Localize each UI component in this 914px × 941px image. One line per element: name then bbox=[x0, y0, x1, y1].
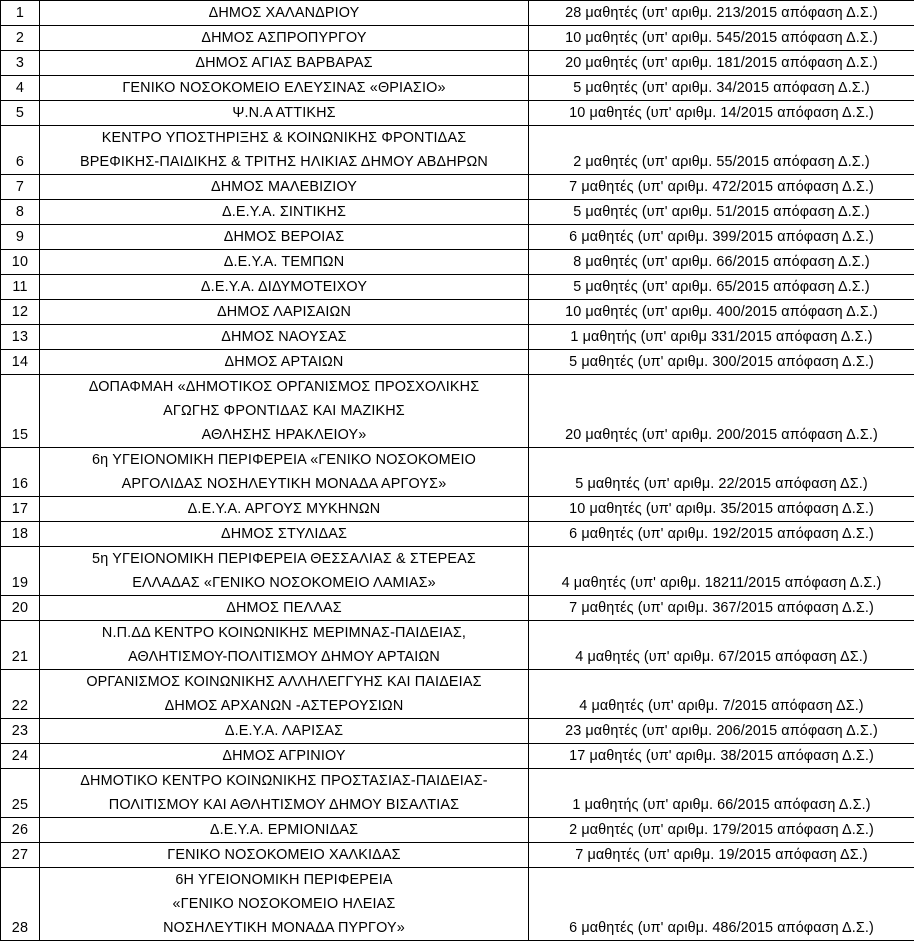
table-row bbox=[1, 51, 914, 76]
organisation-line: Δ.Ε.Υ.Α. ΛΑΡΙΣΑΣ bbox=[40, 719, 528, 743]
organisation-line: ΚΕΝΤΡΟ ΥΠΟΣΤΗΡΙΞΗΣ & ΚΟΙΝΩΝΙΚΗΣ ΦΡΟΝΤΙΔΑΣ bbox=[40, 126, 528, 150]
organisation-cell bbox=[40, 375, 529, 448]
row-index-cell: 14 bbox=[1, 350, 40, 375]
organisation-line: ΔΗΜΟΣ ΣΤΥΛΙΔΑΣ bbox=[40, 522, 528, 546]
decision-cell: 10 μαθητές (υπ' αριθμ. 545/2015 απόφαση Δ.Σ.) bbox=[529, 26, 914, 51]
organisation-line: ΔΗΜΟΣ ΜΑΛΕΒΙΖΙΟΥ bbox=[40, 175, 528, 199]
organisation-line: Ν.Π.ΔΔ ΚΕΝΤΡΟ ΚΟΙΝΩΝΙΚΗΣ ΜΕΡΙΜΝΑΣ-ΠΑΙΔΕΙΑΣ, bbox=[40, 621, 528, 645]
table-row bbox=[1, 250, 914, 275]
organisation-line: Ψ.Ν.Α ΑΤΤΙΚΗΣ bbox=[40, 101, 528, 125]
organisation-cell bbox=[40, 76, 529, 101]
organisation-line: «ΓΕΝΙΚΟ ΝΟΣΟΚΟΜΕΙΟ ΗΛΕΙΑΣ bbox=[40, 892, 528, 916]
organisation-cell bbox=[40, 547, 529, 596]
organisation-lines bbox=[40, 843, 528, 867]
organisation-line: ΓΕΝΙΚΟ ΝΟΣΟΚΟΜΕΙΟ ΧΑΛΚΙΔΑΣ bbox=[40, 843, 528, 867]
organisation-cell bbox=[40, 350, 529, 375]
row-index-cell: 16 bbox=[1, 448, 40, 497]
decision-cell: 6 μαθητές (υπ' αριθμ. 486/2015 απόφαση Δ.Σ.) bbox=[529, 868, 914, 941]
organisation-lines bbox=[40, 596, 528, 620]
organisation-cell bbox=[40, 769, 529, 818]
table-row bbox=[1, 497, 914, 522]
organisation-line: Δ.Ε.Υ.Α. ΔΙΔΥΜΟΤΕΙΧΟΥ bbox=[40, 275, 528, 299]
decision-cell: 6 μαθητές (υπ' αριθμ. 192/2015 απόφαση Δ.Σ.) bbox=[529, 522, 914, 547]
row-index-cell: 4 bbox=[1, 76, 40, 101]
organisation-cell bbox=[40, 719, 529, 744]
table-row bbox=[1, 350, 914, 375]
organisation-line: 5η ΥΓΕΙΟΝΟΜΙΚΗ ΠΕΡΙΦΕΡΕΙΑ ΘΕΣΣΑΛΙΑΣ & ΣΤΕΡΕΑΣ bbox=[40, 547, 528, 571]
organisation-lines bbox=[40, 670, 528, 718]
table-row bbox=[1, 818, 914, 843]
decision-cell: 1 μαθητής (υπ' αριθμ. 66/2015 απόφαση Δ.Σ.) bbox=[529, 769, 914, 818]
organisation-line: ΔΗΜΟΣ ΑΣΠΡΟΠΥΡΓΟΥ bbox=[40, 26, 528, 50]
table-row bbox=[1, 448, 914, 497]
decision-cell: 5 μαθητές (υπ' αριθμ. 65/2015 απόφαση Δ.Σ.) bbox=[529, 275, 914, 300]
organisation-line: 6η ΥΓΕΙΟΝΟΜΙΚΗ ΠΕΡΙΦΕΡΕΙΑ «ΓΕΝΙΚΟ ΝΟΣΟΚΟΜΕΙΟ bbox=[40, 448, 528, 472]
organisation-cell bbox=[40, 200, 529, 225]
organisation-line: ΔΗΜΟΣ ΠΕΛΛΑΣ bbox=[40, 596, 528, 620]
row-index-cell: 8 bbox=[1, 200, 40, 225]
organisation-cell bbox=[40, 843, 529, 868]
organisation-cell bbox=[40, 51, 529, 76]
decision-cell: 1 μαθητής (υπ' αριθμ 331/2015 απόφαση Δ.Σ.) bbox=[529, 325, 914, 350]
organisation-cell bbox=[40, 101, 529, 126]
organisation-line: ΕΛΛΑΔΑΣ «ΓΕΝΙΚΟ ΝΟΣΟΚΟΜΕΙΟ ΛΑΜΙΑΣ» bbox=[40, 571, 528, 595]
organisation-lines bbox=[40, 818, 528, 842]
organisation-lines bbox=[40, 868, 528, 940]
organisation-line: ΔΗΜΟΣ ΑΓΙΑΣ ΒΑΡΒΑΡΑΣ bbox=[40, 51, 528, 75]
table-row bbox=[1, 101, 914, 126]
decision-cell: 10 μαθητές (υπ' αριθμ. 14/2015 απόφαση Δ.Σ.) bbox=[529, 101, 914, 126]
decision-cell: 2 μαθητές (υπ' αριθμ. 55/2015 απόφαση Δ.Σ.) bbox=[529, 126, 914, 175]
organisation-cell bbox=[40, 621, 529, 670]
organisation-lines bbox=[40, 250, 528, 274]
organisation-line: ΑΘΛΗΣΗΣ ΗΡΑΚΛΕΙΟΥ» bbox=[40, 423, 528, 447]
decision-cell: 4 μαθητές (υπ' αριθμ. 67/2015 απόφαση ΔΣ.) bbox=[529, 621, 914, 670]
row-index-cell: 19 bbox=[1, 547, 40, 596]
organisation-lines bbox=[40, 51, 528, 75]
row-index-cell: 18 bbox=[1, 522, 40, 547]
organisation-cell bbox=[40, 26, 529, 51]
row-index-cell: 20 bbox=[1, 596, 40, 621]
organisation-line: Δ.Ε.Υ.Α. ΕΡΜΙΟΝΙΔΑΣ bbox=[40, 818, 528, 842]
row-index-cell: 26 bbox=[1, 818, 40, 843]
decision-cell: 7 μαθητές (υπ' αριθμ. 19/2015 απόφαση ΔΣ.) bbox=[529, 843, 914, 868]
organisation-cell bbox=[40, 818, 529, 843]
row-index-cell: 21 bbox=[1, 621, 40, 670]
row-index-cell: 3 bbox=[1, 51, 40, 76]
decision-cell: 8 μαθητές (υπ' αριθμ. 66/2015 απόφαση Δ.Σ.) bbox=[529, 250, 914, 275]
row-index-cell: 24 bbox=[1, 744, 40, 769]
organisation-cell bbox=[40, 126, 529, 175]
organisation-line: Δ.Ε.Υ.Α. ΤΕΜΠΩΝ bbox=[40, 250, 528, 274]
organisation-cell bbox=[40, 497, 529, 522]
row-index-cell: 13 bbox=[1, 325, 40, 350]
row-index-cell: 17 bbox=[1, 497, 40, 522]
organisation-line: ΔΗΜΟΣ ΑΡΧΑΝΩΝ -ΑΣΤΕΡΟΥΣΙΩΝ bbox=[40, 694, 528, 718]
organisation-line: ΑΓΩΓΗΣ ΦΡΟΝΤΙΔΑΣ ΚΑΙ ΜΑΖΙΚΗΣ bbox=[40, 399, 528, 423]
row-index-cell: 12 bbox=[1, 300, 40, 325]
organisation-lines bbox=[40, 175, 528, 199]
table-row bbox=[1, 26, 914, 51]
organisation-cell bbox=[40, 744, 529, 769]
decision-cell: 23 μαθητές (υπ' αριθμ. 206/2015 απόφαση Δ.Σ.) bbox=[529, 719, 914, 744]
organisation-lines bbox=[40, 101, 528, 125]
table-row bbox=[1, 300, 914, 325]
organisation-lines bbox=[40, 126, 528, 174]
organisation-cell bbox=[40, 275, 529, 300]
organisation-lines bbox=[40, 719, 528, 743]
decision-cell: 7 μαθητές (υπ' αριθμ. 472/2015 απόφαση Δ.Σ.) bbox=[529, 175, 914, 200]
organisation-cell bbox=[40, 250, 529, 275]
table-row bbox=[1, 843, 914, 868]
organisation-cell bbox=[40, 300, 529, 325]
decision-cell: 6 μαθητές (υπ' αριθμ. 399/2015 απόφαση Δ.Σ.) bbox=[529, 225, 914, 250]
organisation-lines bbox=[40, 769, 528, 817]
organisation-lines bbox=[40, 497, 528, 521]
organisation-cell bbox=[40, 1, 529, 26]
decision-cell: 20 μαθητές (υπ' αριθμ. 200/2015 απόφαση Δ.Σ.) bbox=[529, 375, 914, 448]
organisation-lines bbox=[40, 522, 528, 546]
decision-cell: 4 μαθητές (υπ' αριθμ. 7/2015 απόφαση ΔΣ.) bbox=[529, 670, 914, 719]
organisation-lines bbox=[40, 1, 528, 25]
table-row bbox=[1, 744, 914, 769]
organisation-line: Δ.Ε.Υ.Α. ΣΙΝΤΙΚΗΣ bbox=[40, 200, 528, 224]
table-row bbox=[1, 769, 914, 818]
table-row bbox=[1, 375, 914, 448]
organisation-line: ΒΡΕΦΙΚΗΣ-ΠΑΙΔΙΚΗΣ & ΤΡΙΤΗΣ ΗΛΙΚΙΑΣ ΔΗΜΟΥ ΑΒΔΗΡΩΝ bbox=[40, 150, 528, 174]
decision-cell: 2 μαθητές (υπ' αριθμ. 179/2015 απόφαση Δ.Σ.) bbox=[529, 818, 914, 843]
row-index-cell: 9 bbox=[1, 225, 40, 250]
decision-cell: 5 μαθητές (υπ' αριθμ. 22/2015 απόφαση ΔΣ.) bbox=[529, 448, 914, 497]
table-row bbox=[1, 596, 914, 621]
organisation-line: ΔΗΜΟΣ ΧΑΛΑΝΔΡΙΟΥ bbox=[40, 1, 528, 25]
organisation-lines bbox=[40, 744, 528, 768]
row-index-cell: 1 bbox=[1, 1, 40, 26]
organisation-line: ΔΗΜΟΣ ΝΑΟΥΣΑΣ bbox=[40, 325, 528, 349]
organisation-cell bbox=[40, 175, 529, 200]
table-row bbox=[1, 868, 914, 941]
organisation-cell bbox=[40, 448, 529, 497]
row-index-cell: 11 bbox=[1, 275, 40, 300]
organisation-lines bbox=[40, 448, 528, 496]
organisation-line: ΔΗΜΟΣ ΑΡΤΑΙΩΝ bbox=[40, 350, 528, 374]
row-index-cell: 5 bbox=[1, 101, 40, 126]
table-row bbox=[1, 225, 914, 250]
organisation-cell bbox=[40, 522, 529, 547]
table-row bbox=[1, 621, 914, 670]
row-index-cell: 25 bbox=[1, 769, 40, 818]
row-index-cell: 22 bbox=[1, 670, 40, 719]
decision-cell: 5 μαθητές (υπ' αριθμ. 51/2015 απόφαση Δ.Σ.) bbox=[529, 200, 914, 225]
organisation-line: ΔΗΜΟΣ ΛΑΡΙΣΑΙΩΝ bbox=[40, 300, 528, 324]
organisation-lines bbox=[40, 200, 528, 224]
organisation-lines bbox=[40, 275, 528, 299]
organisation-line: ΑΡΓΟΛΙΔΑΣ ΝΟΣΗΛΕΥΤΙΚΗ ΜΟΝΑΔΑ ΑΡΓΟΥΣ» bbox=[40, 472, 528, 496]
decision-cell: 20 μαθητές (υπ' αριθμ. 181/2015 απόφαση Δ.Σ.) bbox=[529, 51, 914, 76]
organisation-line: ΔΗΜΟΣ ΒΕΡΟΙΑΣ bbox=[40, 225, 528, 249]
row-index-cell: 15 bbox=[1, 375, 40, 448]
organisation-cell bbox=[40, 325, 529, 350]
organisation-cell bbox=[40, 670, 529, 719]
table-row bbox=[1, 522, 914, 547]
row-index-cell: 28 bbox=[1, 868, 40, 941]
decision-cell: 28 μαθητές (υπ' αριθμ. 213/2015 απόφαση Δ.Σ.) bbox=[529, 1, 914, 26]
organisation-lines bbox=[40, 26, 528, 50]
organisation-line: 6Η ΥΓΕΙΟΝΟΜΙΚΗ ΠΕΡΙΦΕΡΕΙΑ bbox=[40, 868, 528, 892]
row-index-cell: 27 bbox=[1, 843, 40, 868]
decision-cell: 10 μαθητές (υπ' αριθμ. 35/2015 απόφαση Δ.Σ.) bbox=[529, 497, 914, 522]
row-index-cell: 2 bbox=[1, 26, 40, 51]
row-index-cell: 7 bbox=[1, 175, 40, 200]
row-index-cell: 6 bbox=[1, 126, 40, 175]
organisation-cell bbox=[40, 868, 529, 941]
row-index-cell: 10 bbox=[1, 250, 40, 275]
organisation-line: ΝΟΣΗΛΕΥΤΙΚΗ ΜΟΝΑΔΑ ΠΥΡΓΟΥ» bbox=[40, 916, 528, 940]
organisation-lines bbox=[40, 375, 528, 447]
decision-cell: 7 μαθητές (υπ' αριθμ. 367/2015 απόφαση Δ.Σ.) bbox=[529, 596, 914, 621]
organisation-line: ΟΡΓΑΝΙΣΜΟΣ ΚΟΙΝΩΝΙΚΗΣ ΑΛΛΗΛΕΓΓΥΗΣ ΚΑΙ ΠΑΙΔΕΙΑΣ bbox=[40, 670, 528, 694]
organisation-lines bbox=[40, 300, 528, 324]
organisation-cell bbox=[40, 225, 529, 250]
organisation-lines bbox=[40, 225, 528, 249]
organisation-lines bbox=[40, 76, 528, 100]
table-row bbox=[1, 126, 914, 175]
table-row bbox=[1, 719, 914, 744]
table-row bbox=[1, 547, 914, 596]
organisation-lines bbox=[40, 547, 528, 595]
organisation-lines bbox=[40, 350, 528, 374]
decision-cell: 10 μαθητές (υπ' αριθμ. 400/2015 απόφαση Δ.Σ.) bbox=[529, 300, 914, 325]
table-body bbox=[1, 1, 914, 941]
table-row bbox=[1, 76, 914, 101]
organisation-line: ΔΗΜΟΤΙΚΟ ΚΕΝΤΡΟ ΚΟΙΝΩΝΙΚΗΣ ΠΡΟΣΤΑΣΙΑΣ-ΠΑΙΔΕΙΑΣ- bbox=[40, 769, 528, 793]
organisation-line: ΑΘΛΗΤΙΣΜΟΥ-ΠΟΛΙΤΙΣΜΟΥ ΔΗΜΟΥ ΑΡΤΑΙΩΝ bbox=[40, 645, 528, 669]
table-row bbox=[1, 670, 914, 719]
organisation-line: ΓΕΝΙΚΟ ΝΟΣΟΚΟΜΕΙΟ ΕΛΕΥΣΙΝΑΣ «ΘΡΙΑΣΙΟ» bbox=[40, 76, 528, 100]
table-row bbox=[1, 175, 914, 200]
table-row bbox=[1, 200, 914, 225]
table-row bbox=[1, 325, 914, 350]
decision-cell: 5 μαθητές (υπ' αριθμ. 34/2015 απόφαση Δ.Σ.) bbox=[529, 76, 914, 101]
organisation-line: ΠΟΛΙΤΙΣΜΟΥ ΚΑΙ ΑΘΛΗΤΙΣΜΟΥ ΔΗΜΟΥ ΒΙΣΑΛΤΙΑΣ bbox=[40, 793, 528, 817]
table-row bbox=[1, 275, 914, 300]
decision-cell: 17 μαθητές (υπ' αριθμ. 38/2015 απόφαση Δ.Σ.) bbox=[529, 744, 914, 769]
organisation-line: ΔΟΠΑΦΜΑΗ «ΔΗΜΟΤΙΚΟΣ ΟΡΓΑΝΙΣΜΟΣ ΠΡΟΣΧΟΛΙΚΗΣ bbox=[40, 375, 528, 399]
organisation-line: Δ.Ε.Υ.Α. ΑΡΓΟΥΣ ΜΥΚΗΝΩΝ bbox=[40, 497, 528, 521]
decision-cell: 4 μαθητές (υπ' αριθμ. 18211/2015 απόφαση Δ.Σ.) bbox=[529, 547, 914, 596]
table-row bbox=[1, 1, 914, 26]
decision-cell: 5 μαθητές (υπ' αριθμ. 300/2015 απόφαση Δ.Σ.) bbox=[529, 350, 914, 375]
organisation-line: ΔΗΜΟΣ ΑΓΡΙΝΙΟΥ bbox=[40, 744, 528, 768]
organisation-cell bbox=[40, 596, 529, 621]
organisation-lines bbox=[40, 325, 528, 349]
row-index-cell: 23 bbox=[1, 719, 40, 744]
organisation-lines bbox=[40, 621, 528, 669]
